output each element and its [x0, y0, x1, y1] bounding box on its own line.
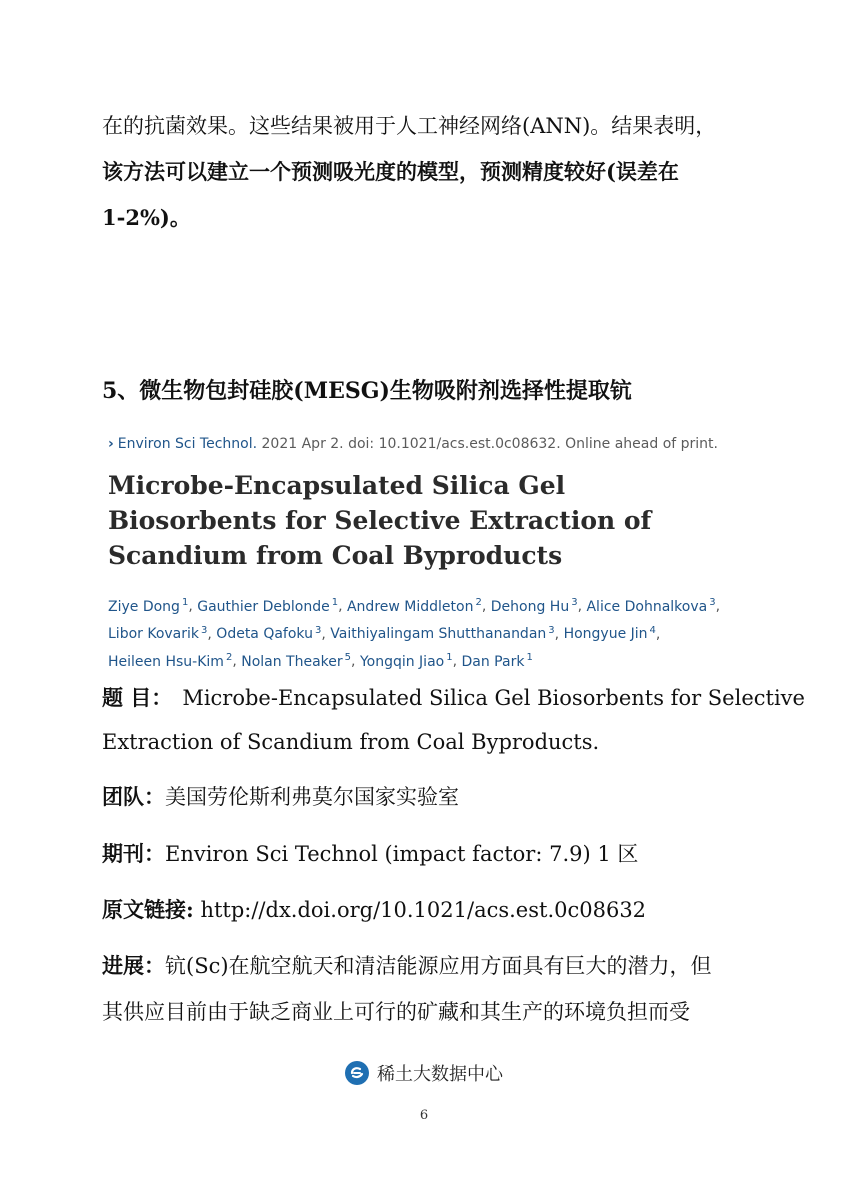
- author-name[interactable]: Heileen Hsu-Kim: [108, 653, 224, 670]
- author-affiliation: 3: [709, 597, 716, 608]
- article-title: Microbe-Encapsulated Silica Gel Biosorbents for Selective Extraction of Scandium from Coal Byproducts: [108, 471, 652, 570]
- paragraph-line-1: [102, 112, 748, 140]
- field-link: [102, 896, 646, 924]
- paragraph-text-bold: 1-2%)。: [102, 205, 191, 230]
- field-journal: [102, 840, 638, 868]
- author-name[interactable]: Vaithiyalingam Shutthanandan: [330, 626, 547, 643]
- author-separator: ,: [554, 626, 564, 643]
- author-name[interactable]: Alice Dohnalkova: [586, 598, 708, 615]
- author-affiliation: 4: [649, 624, 656, 636]
- author-name[interactable]: Dehong Hu: [490, 598, 570, 615]
- field-team: [102, 783, 459, 811]
- author-separator: ,: [351, 653, 360, 670]
- progress-text: 钪(Sc)在航空航天和清洁能源应用方面具有巨大的潜力，但: [165, 954, 712, 978]
- paragraph-text: 在的抗菌效果。这些结果被用于人工神经网络(ANN)。结果表明，: [102, 114, 717, 138]
- author-affiliation: 2: [225, 652, 233, 664]
- author-link[interactable]: [108, 599, 188, 615]
- citation-card: [108, 436, 748, 674]
- title-value-cont: Extraction of Scandium from Coal Byproducts.: [102, 730, 600, 754]
- progress-line-1: [102, 952, 712, 980]
- author-name[interactable]: Nolan Theaker: [241, 653, 343, 670]
- author-affiliation: 1: [526, 652, 533, 664]
- field-title-line-1: [102, 684, 805, 712]
- footer-brand: [0, 1060, 848, 1086]
- author-separator: ,: [452, 653, 462, 670]
- author-link[interactable]: [241, 654, 351, 670]
- author-link[interactable]: [347, 599, 482, 615]
- author-separator: ,: [232, 653, 242, 670]
- team-value: 美国劳伦斯利弗莫尔国家实验室: [165, 785, 459, 809]
- journal-label: 期刊：: [102, 841, 165, 866]
- author-link[interactable]: [197, 599, 338, 615]
- author-affiliation: 1: [181, 597, 189, 608]
- author-list: [108, 591, 748, 674]
- author-link[interactable]: [491, 599, 578, 615]
- author-affiliation: 3: [314, 624, 322, 636]
- field-progress-line-1: [102, 952, 748, 980]
- author-link[interactable]: [586, 599, 715, 615]
- title-label: 题 目：: [102, 685, 173, 710]
- author-name[interactable]: Gauthier Deblonde: [197, 598, 330, 615]
- author-affiliation: 1: [446, 652, 453, 664]
- rare-earth-logo-icon: [345, 1061, 369, 1085]
- author-link[interactable]: [462, 654, 533, 670]
- journal-value: Environ Sci Technol (impact factor: 7.9) 1 区: [165, 842, 639, 866]
- link-label: 原文链接:: [102, 897, 194, 922]
- author-separator: ,: [655, 626, 661, 643]
- author-link[interactable]: [108, 654, 232, 670]
- author-name[interactable]: Hongyue Jin: [563, 626, 648, 643]
- author-name[interactable]: Libor Kovarik: [108, 626, 200, 643]
- footer-brand-name: 稀土大数据中心: [377, 1064, 503, 1085]
- author-link[interactable]: [564, 626, 656, 642]
- author-separator: ,: [715, 598, 721, 615]
- field-progress-line-2: [102, 998, 690, 1026]
- author-affiliation: 2: [475, 597, 482, 608]
- author-name[interactable]: Ziye Dong: [108, 598, 180, 615]
- field-title-line-2: [102, 728, 599, 756]
- author-link[interactable]: [360, 654, 453, 670]
- author-link[interactable]: [108, 626, 207, 642]
- progress-label: 进展：: [102, 953, 165, 978]
- citation-details: 2021 Apr 2. doi: 10.1021/acs.est.0c08632. Online ahead of print.: [257, 436, 718, 452]
- section-heading: 5、微生物包封硅胶(MESG)生物吸附剂选择性提取钪: [102, 378, 632, 404]
- author-name[interactable]: Dan Park: [461, 653, 525, 670]
- author-link[interactable]: [330, 626, 554, 642]
- journal-link[interactable]: Environ Sci Technol.: [117, 436, 258, 452]
- author-separator: ,: [338, 598, 347, 615]
- author-affiliation: 5: [344, 652, 352, 664]
- paragraph-line-3: [102, 204, 191, 232]
- author-separator: ,: [207, 626, 217, 643]
- page-number: 6: [419, 1108, 429, 1123]
- chevron-right-icon: ›: [108, 436, 114, 452]
- author-affiliation: 3: [548, 624, 555, 636]
- author-separator: ,: [577, 598, 587, 615]
- progress-text-cont: 其供应目前由于缺乏商业上可行的矿藏和其生产的环境负担而受: [102, 1000, 690, 1024]
- title-value: Microbe-Encapsulated Silica Gel Biosorbents for Selective: [182, 686, 805, 710]
- author-affiliation: 3: [201, 624, 208, 636]
- author-separator: ,: [481, 598, 491, 615]
- author-separator: ,: [188, 598, 198, 615]
- paragraph-text-bold: 该方法可以建立一个预测吸光度的模型，预测精度较好(误差在: [102, 159, 679, 184]
- author-affiliation: 3: [571, 597, 578, 608]
- author-affiliation: 1: [331, 597, 339, 608]
- citation-source: [108, 436, 748, 452]
- author-name[interactable]: Odeta Qafoku: [216, 626, 313, 643]
- author-separator: ,: [321, 626, 331, 643]
- paragraph-line-2: [102, 158, 679, 186]
- team-label: 团队：: [102, 784, 165, 809]
- author-link[interactable]: [216, 626, 321, 642]
- author-name[interactable]: Yongqin Jiao: [359, 653, 445, 670]
- link-value[interactable]: http://dx.doi.org/10.1021/acs.est.0c08632: [193, 898, 647, 922]
- author-name[interactable]: Andrew Middleton: [346, 598, 474, 615]
